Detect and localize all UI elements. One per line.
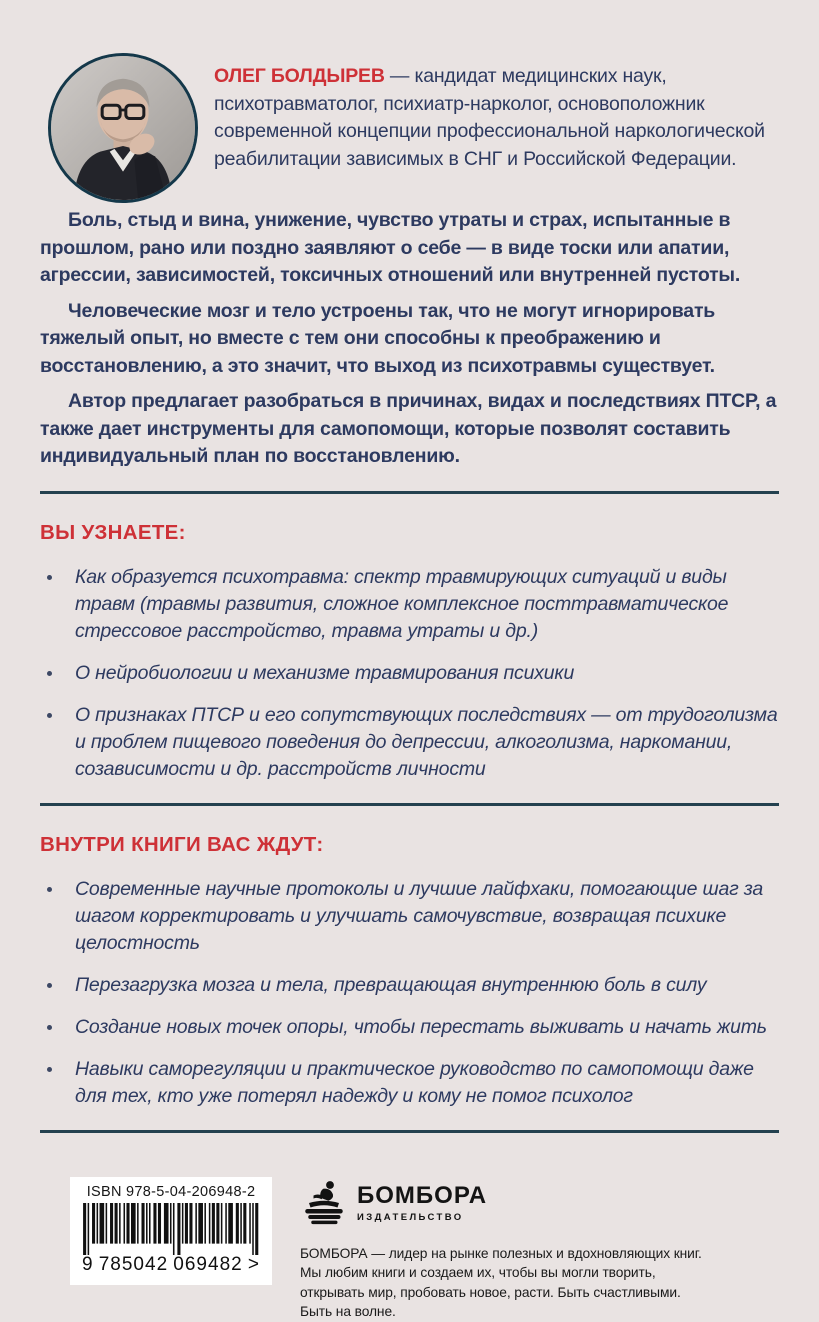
isbn-label: ISBN 978-5-04-206948-2 xyxy=(86,1183,256,1200)
list-item-text: Современные научные протоколы и лучшие лайфхаки, помогающие шаг за шагом корректировать и улучшать самочувствие, возвращая психике целостность xyxy=(75,877,764,954)
list-item-text: Как образуется психотравма: спектр травмирующих ситуаций и виды травм (травмы развития, сложное комплексное посттравматическое стрессовое расстройство, травма утраты и др.) xyxy=(75,565,729,642)
footer xyxy=(40,1177,779,1322)
publisher-block xyxy=(300,1177,702,1322)
author-bio xyxy=(214,63,776,173)
publisher-logo xyxy=(300,1177,702,1229)
barcode-left-digit: 9 xyxy=(82,1253,94,1275)
author-section xyxy=(40,53,779,203)
barcode-image xyxy=(80,1203,262,1255)
author-name: ОЛЕГ БОЛДЫРЕВ xyxy=(214,65,385,87)
list-item xyxy=(40,564,779,645)
list-item xyxy=(40,876,779,957)
inside-the-book-list xyxy=(40,876,779,1110)
section-divider-2 xyxy=(40,803,779,806)
section-divider-3 xyxy=(40,1130,779,1133)
section-heading-inside-the-book: ВНУТРИ КНИГИ ВАС ЖДУТ: xyxy=(40,832,324,856)
bullet-dot-icon xyxy=(47,713,52,718)
barcode-suffix: > xyxy=(247,1253,260,1275)
bullet-dot-icon xyxy=(47,575,52,580)
publisher-name: БОМБОРА xyxy=(357,1181,488,1209)
annotation-paragraphs xyxy=(40,207,779,471)
annotation-paragraph-2: Человеческие мозг и тело устроены так, что не могут игнорировать тяжелый опыт, но вместе с тем они способны к преображению и восстановлению, а это значит, что выход из психотравмы существует. xyxy=(40,299,716,377)
publisher-logo-text xyxy=(357,1177,487,1223)
surfer-on-wave-icon xyxy=(300,1177,348,1229)
barcode-group-1: 785042 xyxy=(98,1253,169,1275)
you-will-learn-list xyxy=(40,564,779,783)
isbn-barcode-box xyxy=(70,1177,272,1285)
list-item xyxy=(40,1014,779,1041)
list-item-text: О признаках ПТСР и его сопутствующих последствиях — от трудоголизма и проблем пищевого поведения до депрессии, алкоголизма, наркомании, созависимости и др. расстройств личности xyxy=(75,703,778,780)
list-item-text: Создание новых точек опоры, чтобы перестать выживать и начать жить xyxy=(75,1015,767,1038)
section-you-will-learn xyxy=(40,521,779,783)
bullet-dot-icon xyxy=(47,1025,52,1030)
barcode-digits xyxy=(82,1254,260,1276)
list-item xyxy=(40,702,779,783)
barcode-group-2: 069482 xyxy=(173,1253,243,1275)
publisher-description: БОМБОРА — лидер на рынке полезных и вдохновляющих книг. Мы любим книги и создаем их, чтобы вы могли творить, открывать мир, пробовать новое, расти. Быть счастливыми. Быть на волне. xyxy=(300,1245,702,1319)
author-photo-image xyxy=(51,56,195,200)
section-divider-1 xyxy=(40,491,779,494)
list-item-text: О нейробиологии и механизме травмирования психики xyxy=(75,661,575,684)
annotation-paragraph-3: Автор предлагает разобраться в причинах, видах и последствиях ПТСР, а также дает инструменты для самопомощи, которые позволят составить индивидуальный план по восстановлению. xyxy=(40,390,777,467)
section-inside-the-book xyxy=(40,833,779,1110)
list-item xyxy=(40,972,779,999)
list-item-text: Навыки саморегуляции и практическое руководство по самопомощи даже для тех, кто уже потерял надежду и кому не помог психолог xyxy=(75,1057,754,1107)
section-heading-you-will-learn: ВЫ УЗНАЕТЕ: xyxy=(40,520,186,544)
publisher-caption: ИЗДАТЕЛЬСТВО xyxy=(357,1211,464,1223)
bullet-dot-icon xyxy=(47,983,52,988)
list-item-text: Перезагрузка мозга и тела, превращающая внутреннюю боль в силу xyxy=(75,973,707,996)
annotation-paragraph-1: Боль, стыд и вина, унижение, чувство утраты и страх, испытанные в прошлом, рано или поздно заявляют о себе — в виде тоски или апатии, агрессии, зависимостей, токсичных отношений или внутренней пустоты. xyxy=(40,209,741,286)
bullet-dot-icon xyxy=(47,1067,52,1072)
bullet-dot-icon xyxy=(47,887,52,892)
list-item xyxy=(40,1056,779,1110)
author-bio-text: — кандидат медицинских наук, психотравматолог, психиатр-нарколог, основоположник современной концепции профессиональной наркологической реабилитации зависимых в СНГ и Российской Федерации. xyxy=(214,65,765,170)
bullet-dot-icon xyxy=(47,671,52,676)
list-item xyxy=(40,660,779,687)
author-photo xyxy=(48,53,198,203)
